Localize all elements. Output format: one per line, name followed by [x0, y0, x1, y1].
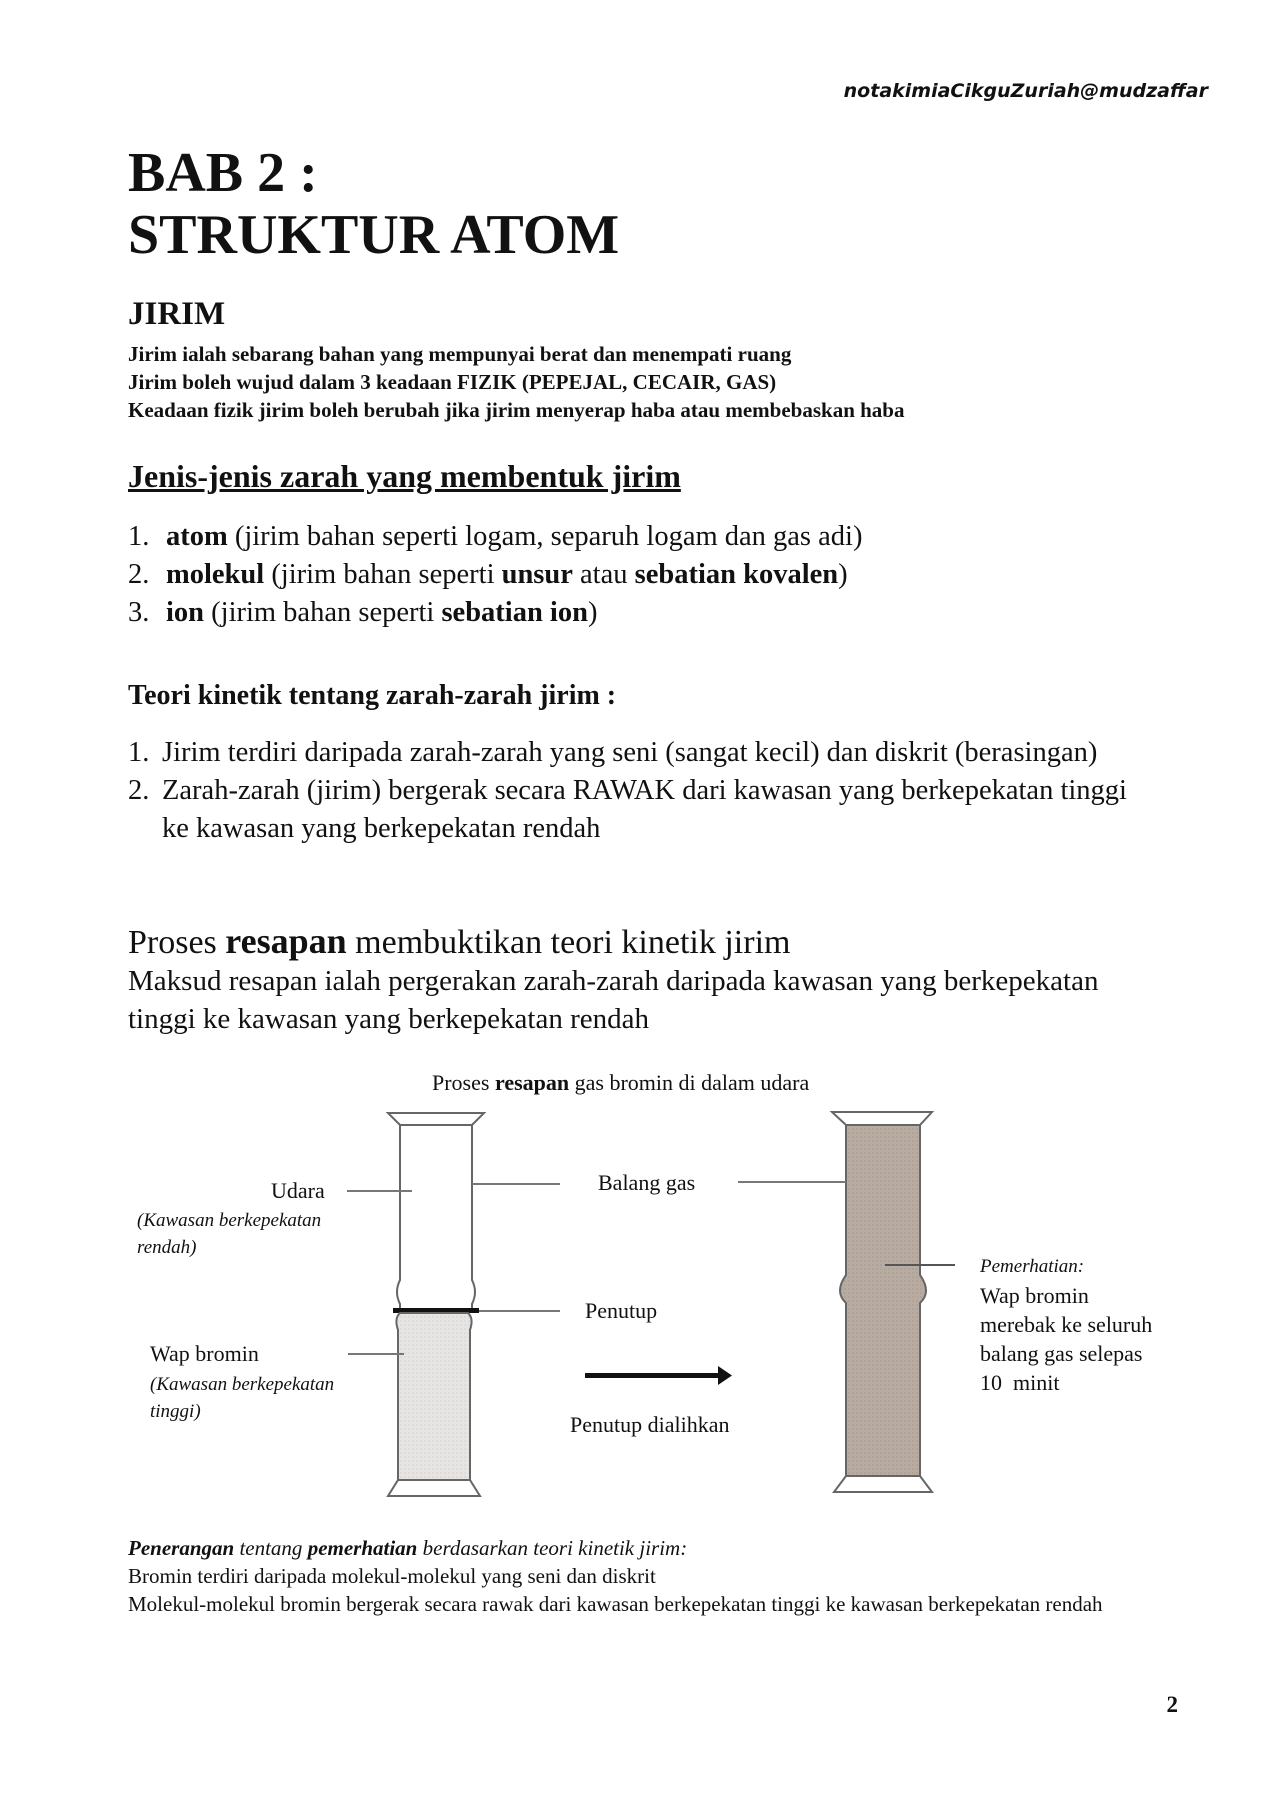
explanation-line: Molekul-molekul bromin bergerak secara rawak dari kawasan berkepekatan tinggi ke kawasan berkepekatan rendah: [128, 1592, 1103, 1616]
heading-text: tentang: [234, 1536, 308, 1560]
description: (jirim bahan seperti: [264, 559, 502, 590]
observation-block: [980, 1250, 1152, 1397]
list-number: 1.: [128, 521, 150, 552]
description: (jirim bahan seperti: [204, 597, 442, 628]
term: unsur: [501, 559, 573, 590]
description: atau: [572, 559, 635, 590]
resapan-definition: Maksud resapan ialah pergerakan zarah-zarah daripada kawasan yang berkepekatan tinggi ke kawasan yang berkepekatan rendah: [128, 965, 1099, 1035]
term: ion: [166, 597, 205, 628]
explanation-heading: [128, 1536, 687, 1561]
explanation-line: Bromin terdiri daripada molekul-molekul yang seni dan diskrit: [128, 1564, 656, 1588]
label-penutup-dialihkan: Penutup dialihkan: [570, 1412, 730, 1437]
chapter-name: STRUKTUR ATOM: [128, 204, 620, 266]
label-note-text: (Kawasan berkepekatan tinggi): [150, 1374, 335, 1422]
observation-line: balang gas selepas: [980, 1341, 1143, 1366]
page-number: 2: [1166, 1692, 1178, 1717]
jirim-line: Jirim ialah sebarang bahan yang mempunyai berat dan menempati ruang: [128, 342, 792, 366]
section-heading-jenis: Jenis-jenis zarah yang membentuk jirim: [128, 458, 681, 494]
list-number: 2.: [128, 775, 150, 806]
term: sebatian ion: [441, 597, 588, 628]
title-text: membuktikan teori kinetik jirim: [346, 924, 791, 961]
description: (jirim bahan seperti logam, separuh logam dan gas adi): [227, 521, 863, 552]
term: atom: [166, 521, 228, 552]
list-text: Jirim terdiri daripada zarah-zarah yang seni (sangat kecil) dan diskrit (berasingan): [162, 737, 1098, 768]
observation-line: merebak ke seluruh: [980, 1312, 1153, 1337]
title-bold: resapan: [225, 921, 347, 961]
explanation-body: [128, 1562, 1180, 1618]
list-text: Zarah-zarah (jirim) bergerak secara RAWAK dari kawasan yang berkepekatan tinggi ke kawasan yang berkepekatan rendah: [162, 775, 1127, 844]
heading-bold: Penerangan: [128, 1536, 235, 1560]
gas-jar-air: [388, 1113, 484, 1310]
title-text: Proses: [128, 924, 226, 961]
heading-bold: pemerhatian: [307, 1536, 418, 1560]
jirim-line: Keadaan fizik jirim boleh berubah jika jirim menyerap haba atau membebaskan haba: [128, 398, 905, 422]
term: molekul: [166, 559, 265, 590]
label-penutup: Penutup: [585, 1298, 658, 1323]
label-balang-gas: Balang gas: [598, 1170, 696, 1195]
label-wap-bromin: Wap bromin: [150, 1341, 259, 1366]
header-credit: notakimiaCikguZuriah@mudzaffar: [843, 80, 1208, 102]
list-number: 3.: [128, 597, 150, 628]
heading-text: berdasarkan teori kinetik jirim:: [417, 1536, 688, 1560]
caption-text: gas bromin di dalam udara: [569, 1070, 810, 1095]
description: ): [587, 597, 598, 628]
label-udara: Udara: [271, 1178, 325, 1203]
gas-jar-bromine: [388, 1313, 480, 1496]
label-note-text: (Kawasan berkepekatan rendah): [137, 1210, 322, 1258]
arrow-icon: [585, 1366, 732, 1385]
jirim-line: Jirim boleh wujud dalam 3 keadaan FIZIK (PEPEJAL, CECAIR, GAS): [128, 370, 777, 394]
observation-line: 10 minit: [980, 1370, 1060, 1395]
description: ): [838, 559, 848, 590]
term: sebatian kovalen: [634, 559, 839, 590]
list-number: 1.: [128, 737, 150, 768]
label-udara-note: [137, 1206, 362, 1260]
caption-bold: resapan: [494, 1070, 570, 1095]
chapter-number: BAB 2 :: [128, 142, 318, 204]
gas-jar-diffused: [832, 1112, 932, 1492]
observation-heading: Pemerhatian:: [980, 1256, 1085, 1277]
observation-line: Wap bromin: [980, 1283, 1089, 1308]
label-wap-note: [150, 1370, 340, 1424]
section-heading-teori: Teori kinetik tentang zarah-zarah jirim :: [128, 680, 617, 711]
caption-text: Proses: [432, 1070, 495, 1095]
section-heading-jirim: JIRIM: [128, 296, 226, 332]
list-number: 2.: [128, 559, 150, 590]
